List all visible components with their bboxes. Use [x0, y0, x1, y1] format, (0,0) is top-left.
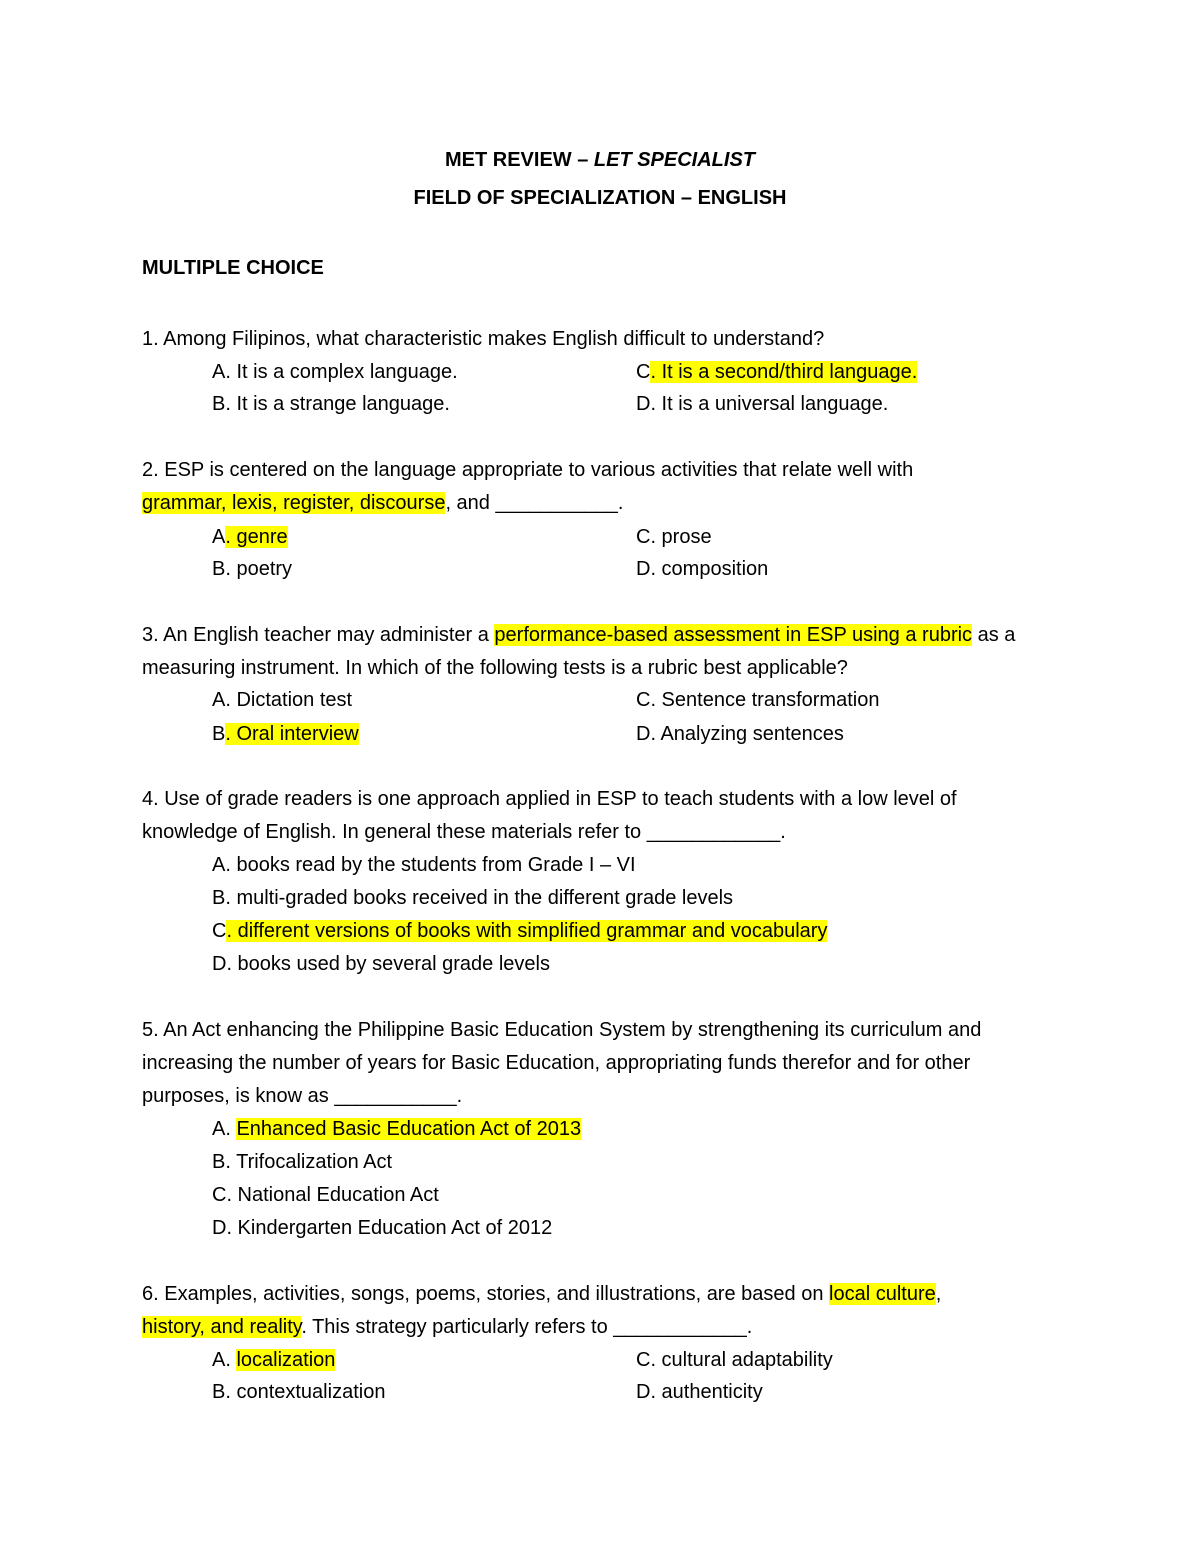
- q3-option-b-answer: B. Oral interview: [212, 723, 359, 745]
- q2-option-d: D. composition: [636, 558, 769, 580]
- q1-option-c-answer: C. It is a second/third language.: [636, 361, 918, 383]
- question-5-stem-line1: 5. An Act enhancing the Philippine Basic Education System by strengthening its curriculum and: [142, 1019, 982, 1041]
- q2-option-c: C. prose: [636, 526, 712, 548]
- q1-option-a: A. It is a complex language.: [212, 361, 458, 383]
- question-2-stem-line2: grammar, lexis, register, discourse, and ___________.: [142, 492, 624, 514]
- q4-option-c-answer: C. different versions of books with simplified grammar and vocabulary: [212, 920, 828, 942]
- q6-option-c: C. cultural adaptability: [636, 1349, 833, 1371]
- question-1-stem: 1. Among Filipinos, what characteristic makes English difficult to understand?: [142, 328, 825, 350]
- q3-option-d: D. Analyzing sentences: [636, 723, 844, 745]
- q6-option-d: D. authenticity: [636, 1381, 763, 1403]
- question-6-stem-line2: history, and reality. This strategy particularly refers to ____________.: [142, 1316, 753, 1338]
- q5-option-c: C. National Education Act: [212, 1184, 439, 1206]
- document-subtitle: FIELD OF SPECIALIZATION – ENGLISH: [413, 187, 787, 209]
- q3-option-a: A. Dictation test: [212, 689, 353, 711]
- q6-option-b: B. contextualization: [212, 1381, 386, 1403]
- question-4-stem-line1: 4. Use of grade readers is one approach applied in ESP to teach students with a low level of: [142, 788, 957, 810]
- q4-option-a: A. books read by the students from Grade I – VI: [212, 854, 636, 876]
- section-heading: MULTIPLE CHOICE: [142, 257, 324, 279]
- q4-option-d: D. books used by several grade levels: [212, 953, 550, 975]
- question-4-stem-line2: knowledge of English. In general these materials refer to ____________.: [142, 821, 786, 843]
- q6-option-a-answer: A. localization: [212, 1349, 336, 1371]
- question-3-stem-line1: 3. An English teacher may administer a performance-based assessment in ESP using a rubric as a: [142, 624, 1016, 646]
- q5-option-b: B. Trifocalization Act: [212, 1151, 393, 1173]
- q2-option-a-answer: A. genre: [212, 526, 288, 548]
- q1-option-b: B. It is a strange language.: [212, 393, 450, 415]
- question-5-stem-line2: increasing the number of years for Basic Education, appropriating funds therefor and for other: [142, 1052, 971, 1074]
- q3-option-c: C. Sentence transformation: [636, 689, 880, 711]
- q4-option-b: B. multi-graded books received in the different grade levels: [212, 887, 734, 909]
- q5-option-d: D. Kindergarten Education Act of 2012: [212, 1217, 553, 1239]
- question-5-stem-line3: purposes, is know as ___________.: [142, 1085, 463, 1107]
- q5-option-a-answer: A. Enhanced Basic Education Act of 2013: [212, 1118, 582, 1140]
- q2-option-b: B. poetry: [212, 558, 293, 580]
- question-6-stem-line1: 6. Examples, activities, songs, poems, stories, and illustrations, are based on local culture,: [142, 1283, 942, 1305]
- question-2-stem-line1: 2. ESP is centered on the language appropriate to various activities that relate well with: [142, 459, 914, 481]
- document-title: MET REVIEW – LET SPECIALIST: [444, 149, 756, 171]
- question-3-stem-line2: measuring instrument. In which of the following tests is a rubric best applicable?: [142, 657, 848, 679]
- q1-option-d: D. It is a universal language.: [636, 393, 889, 415]
